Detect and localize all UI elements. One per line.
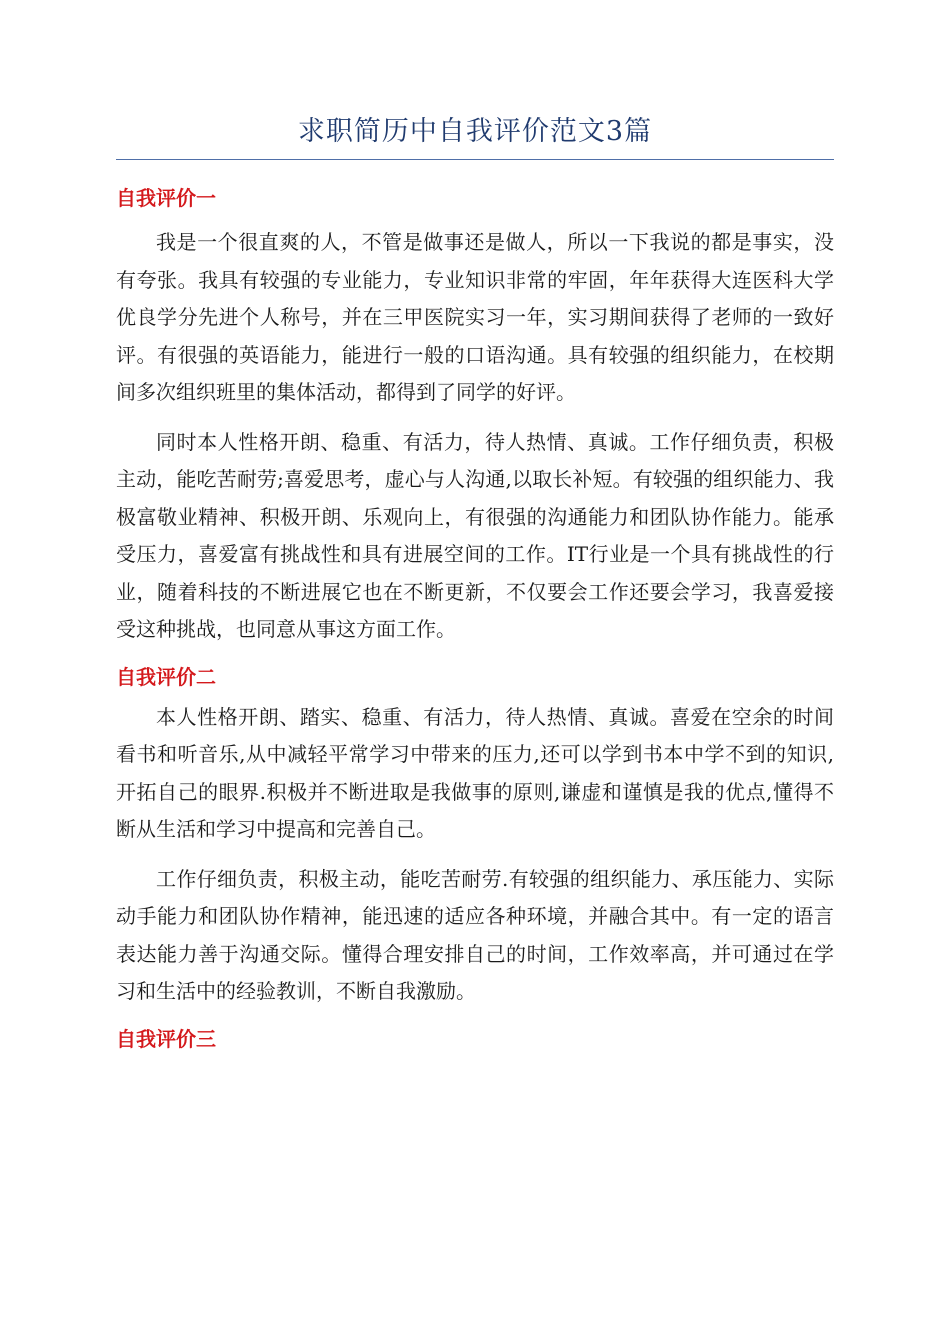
section-2-paragraph-2: 工作仔细负责，积极主动，能吃苦耐劳.有较强的组织能力、承压能力、实际动手能力和团队协作精神，能迅速的适应各种环境，并融合其中。有一定的语言表达能力善于沟通交际。懂得合理安排自己的时间，工作效率高，并可通过在学习和生活中的经验教训，不断自我激励。 <box>116 866 834 1003</box>
section-heading-2: 自我评价二 <box>116 664 216 689</box>
section-2-paragraph-1: 本人性格开朗、踏实、稳重、有活力，待人热情、真诚。喜爱在空余的时间看书和听音乐,从中减轻平常学习中带来的压力,还可以学到书本中学不到的知识,开拓自己的眼界.积极并不断进取是我做事的原则,谦虚和谨慎是我的优点,懂得不断从生活和学习中提高和完善自己。 <box>116 704 834 841</box>
section-heading-3: 自我评价三 <box>116 1026 216 1051</box>
section-heading-1: 自我评价一 <box>116 186 216 210</box>
document-page <box>116 110 834 1053</box>
section-1-paragraph-1: 我是一个很直爽的人，不管是做事还是做人，所以一下我说的都是事实，没有夸张。我具有较强的专业能力，专业知识非常的牢固，年年获得大连医科大学优良学分先进个人称号，并在三甲医院实习一年，实习期间获得了老师的一致好评。有很强的英语能力，能进行一般的口语沟通。具有较强的组织能力，在校期间多次组织班里的集体活动，都得到了同学的好评。 <box>116 230 834 404</box>
document-title: 求职简历中自我评价范文3篇 <box>116 110 834 160</box>
section-1-paragraph-2: 同时本人性格开朗、稳重、有活力，待人热情、真诚。工作仔细负责，积极主动，能吃苦耐劳;喜爱思考，虚心与人沟通,以取长补短。有较强的组织能力、我极富敬业精神、积极开朗、乐观向上，有很强的沟通能力和团队协作能力。能承受压力，喜爱富有挑战性和具有进展空间的工作。IT行业是一个具有挑战性的行业，随着科技的不断进展它也在不断更新，不仅要会工作还要会学习，我喜爱接受这种挑战，也同意从事这方面工作。 <box>116 429 834 641</box>
